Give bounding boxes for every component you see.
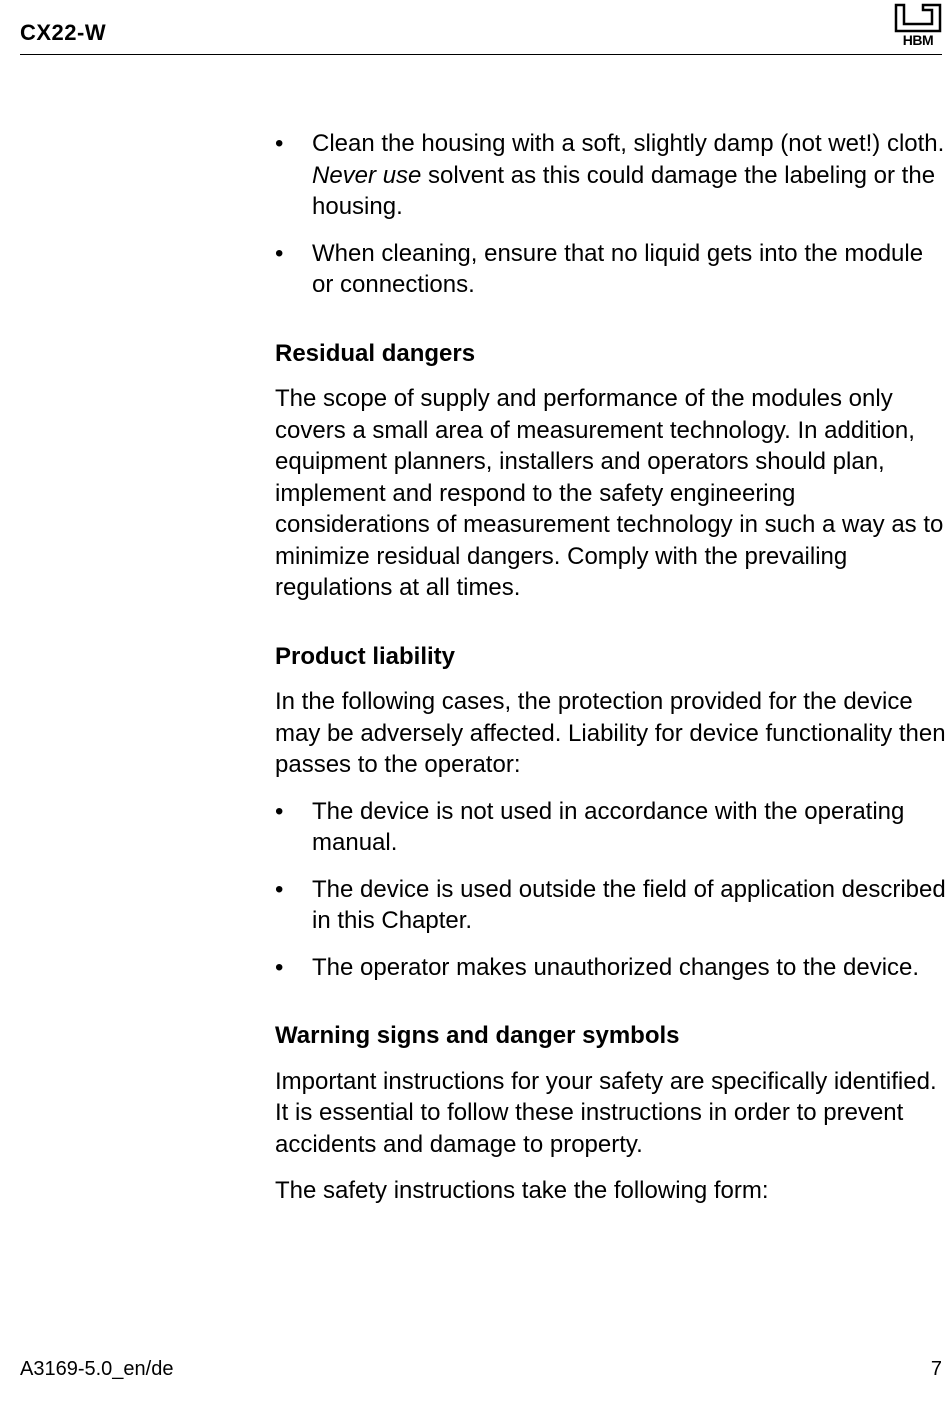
cleaning-bullet-1-text-b: solvent as this could damage the labeling or the housing. bbox=[312, 161, 936, 220]
hbm-logo bbox=[893, 3, 943, 47]
logo-text: HBM bbox=[902, 32, 934, 48]
cleaning-bullet-1-text-a: Clean the housing with a soft, slightly damp (not wet!) cloth. bbox=[312, 130, 945, 157]
section-gap bbox=[275, 998, 947, 1020]
cleaning-bullet-2: • When cleaning, ensure that no liquid gets into the module or connections. bbox=[275, 238, 947, 301]
page-number: 7 bbox=[930, 1358, 942, 1380]
document-id: A3169-5.0_en/de bbox=[20, 1358, 174, 1380]
product-liability-text: In the following cases, the protection provided for the device may be adversely affected. Liability for device functionality then passes to the operator: bbox=[275, 688, 946, 778]
document-title: CX22-W bbox=[20, 20, 107, 45]
section-gap bbox=[275, 619, 947, 641]
cleaning-bullet-1 bbox=[275, 128, 947, 223]
liability-bullet-2: • The device is used outside the field of application described in this Chapter. bbox=[275, 874, 947, 937]
header-divider bbox=[20, 54, 942, 55]
cleaning-bullet-1-emphasis: Never use bbox=[312, 161, 422, 189]
warning-signs-heading: Warning signs and danger symbols bbox=[275, 1022, 680, 1049]
residual-dangers-heading: Residual dangers bbox=[275, 339, 476, 367]
liability-bullet-3: • The operator makes unauthorized changes to the device. bbox=[275, 952, 947, 984]
main-content bbox=[275, 128, 947, 1222]
liability-bullet-1: • The device is not used in accordance with the operating manual. bbox=[275, 796, 947, 859]
product-liability-heading: Product liability bbox=[275, 642, 456, 670]
section-gap bbox=[275, 316, 947, 338]
warning-signs-text-1: Important instructions for your safety are specifically identified. It is essential to follow these instructions in order to prevent accidents and damage to property. bbox=[275, 1067, 937, 1158]
residual-dangers-text: The scope of supply and performance of the modules only covers a small area of measurement technology. In addition, equipment planners, installers and operators should plan, implement and respond to the safety engineering considerations of measurement technology in such a way as to minimize residual dangers. Comply with the prevailing regulations at all times. bbox=[275, 385, 944, 601]
hbm-logo-icon bbox=[893, 3, 943, 33]
warning-signs-text-2: The safety instructions take the following form: bbox=[275, 1177, 769, 1204]
